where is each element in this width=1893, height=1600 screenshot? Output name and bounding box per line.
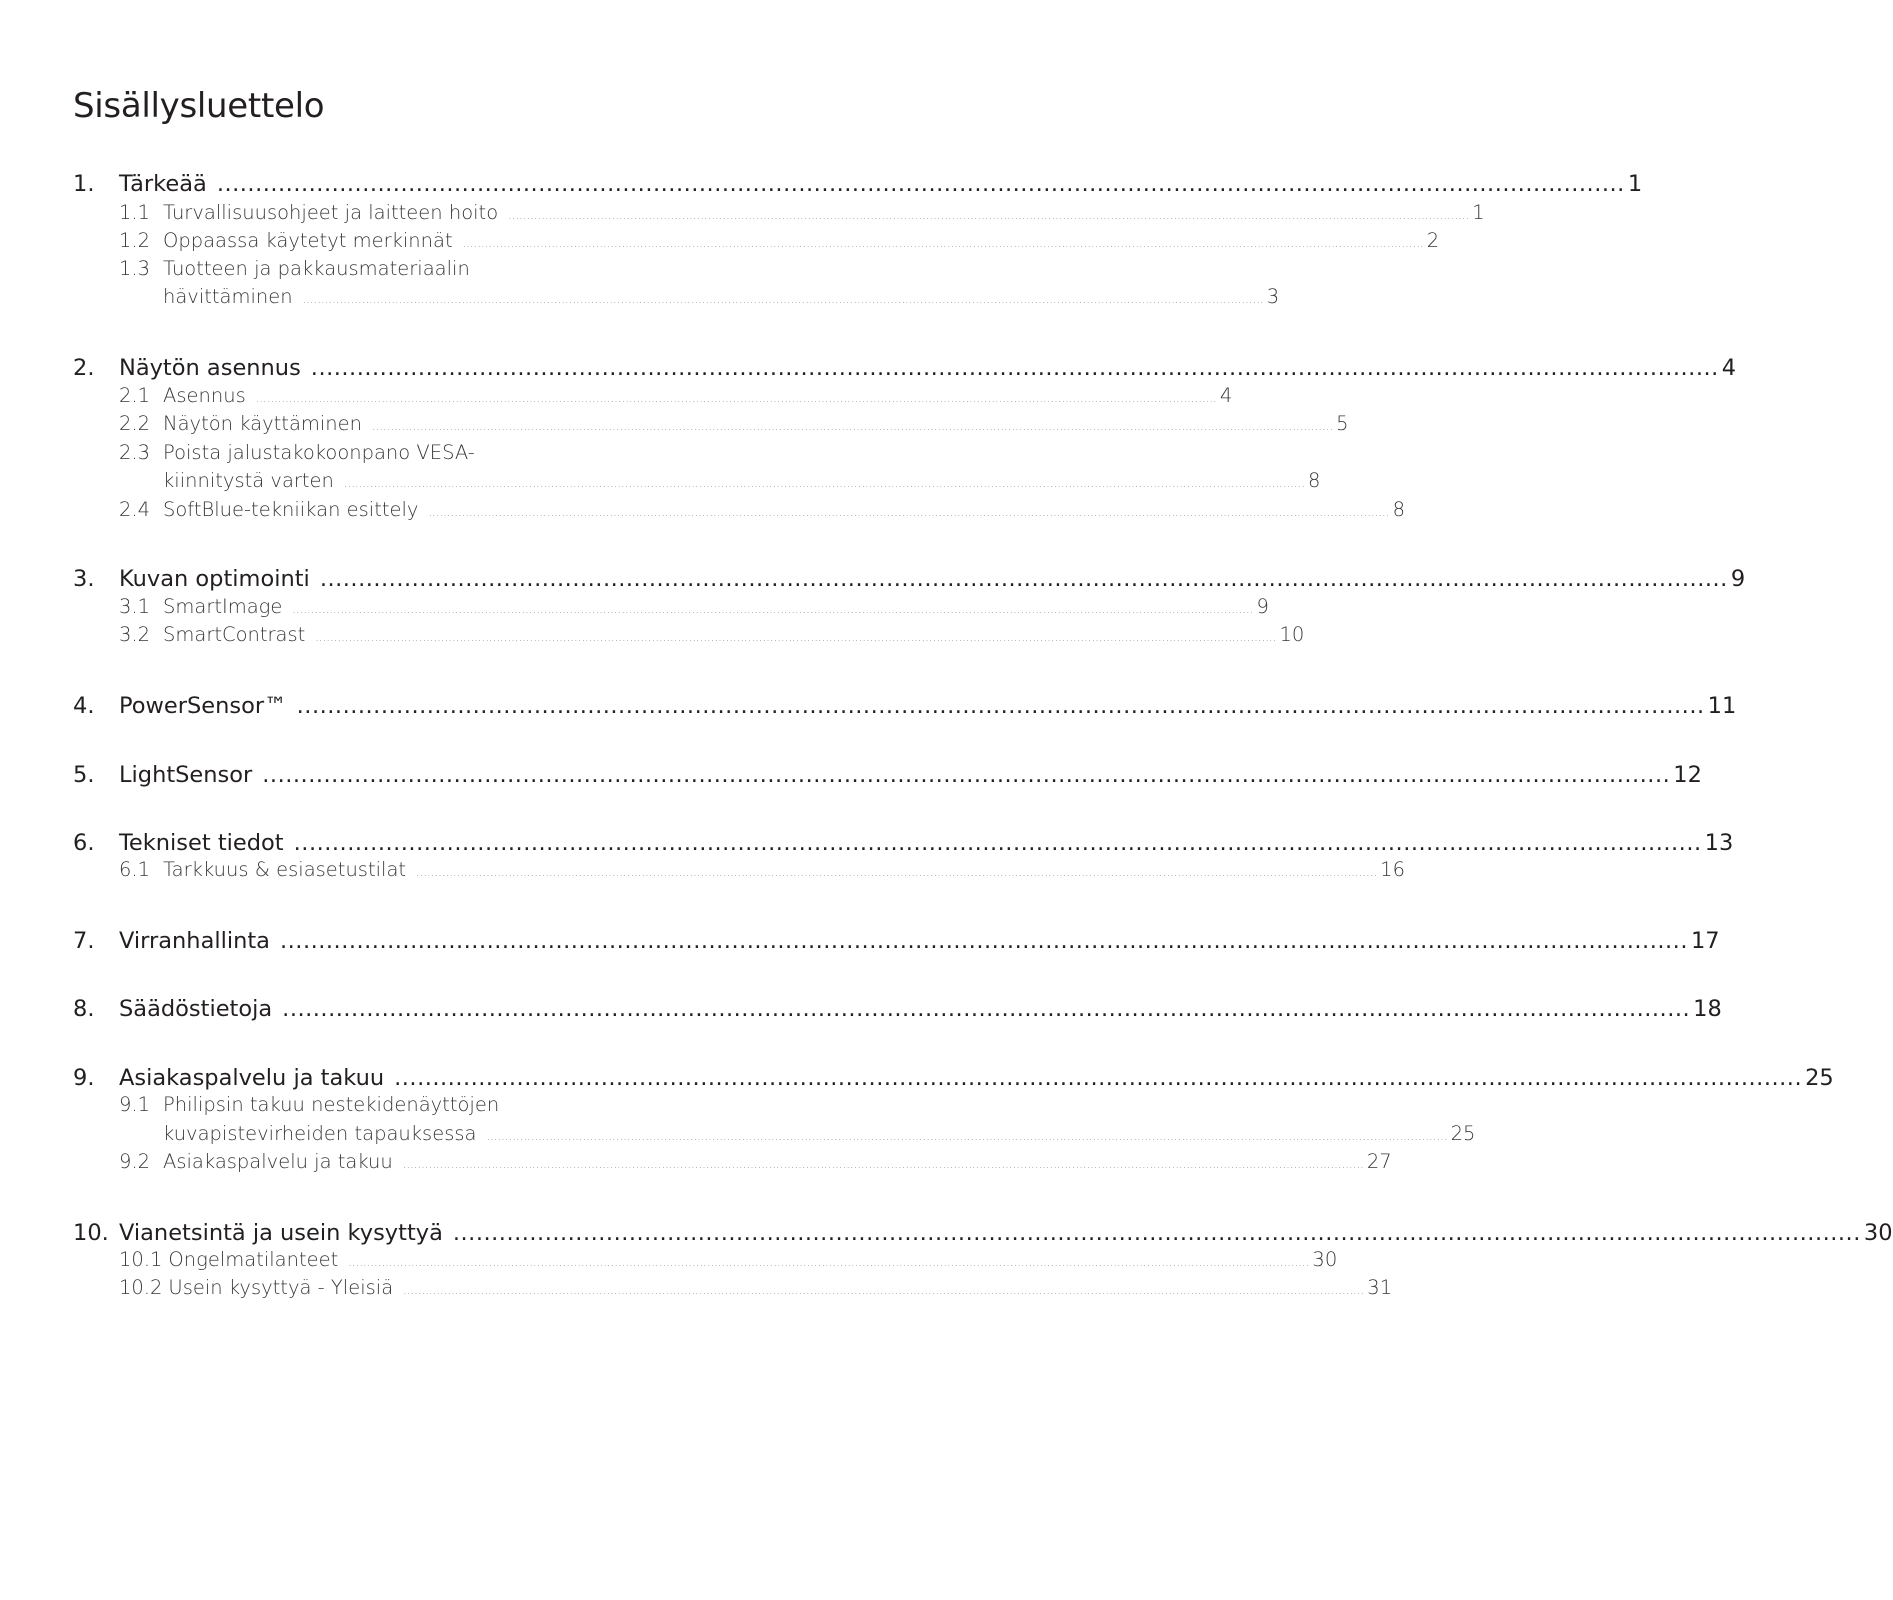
chapter-number: 4. <box>73 693 95 719</box>
dot-leader <box>486 1123 1447 1151</box>
chapter-number: 3. <box>73 566 95 592</box>
toc-chapter-9[interactable] <box>73 1062 1834 1094</box>
chapter-title: LightSensor <box>119 762 253 788</box>
dot-leader <box>256 385 1217 413</box>
page-number: 3 <box>1266 285 1280 308</box>
toc-chapter-8[interactable] <box>73 993 1722 1025</box>
page-number: 4 <box>1721 355 1737 381</box>
dot-leader <box>394 1062 1802 1094</box>
section-title: Asiakaspalvelu ja takuu <box>163 1150 393 1173</box>
dot-leader <box>217 168 1625 200</box>
toc-section-3-1[interactable] <box>119 593 1269 621</box>
dot-leader <box>292 596 1253 624</box>
page-number: 16 <box>1380 858 1405 881</box>
dot-leader <box>344 470 1305 498</box>
page-number: 4 <box>1219 384 1233 407</box>
dot-leader <box>403 1277 1364 1305</box>
toc-section-6-1[interactable] <box>119 856 1405 884</box>
page-number: 11 <box>1707 693 1737 719</box>
toc-chapter-7[interactable] <box>73 925 1720 957</box>
section-number: 2.3 <box>119 441 151 464</box>
dot-leader <box>311 352 1719 384</box>
dot-leader <box>320 563 1728 595</box>
chapter-number: 2. <box>73 355 95 381</box>
toc-section-2-3[interactable] <box>119 439 533 467</box>
toc-chapter-4[interactable] <box>73 690 1737 722</box>
chapter-number: 9. <box>73 1065 95 1091</box>
section-title: Tuotteen ja pakkausmateriaalin <box>163 257 470 280</box>
toc-section-1-3-continued[interactable] <box>119 283 1280 311</box>
page-number: 5 <box>1336 412 1349 435</box>
dot-leader <box>463 230 1424 258</box>
toc-section-9-2[interactable] <box>119 1148 1392 1176</box>
chapter-title: PowerSensor™ <box>119 693 287 719</box>
chapter-number: 8. <box>73 996 95 1022</box>
section-number: 9.1 <box>119 1093 151 1116</box>
section-number: 3.2 <box>119 623 151 646</box>
section-number: 2.4 <box>119 498 151 521</box>
page-number: 13 <box>1704 830 1734 856</box>
section-number: 2.2 <box>119 412 151 435</box>
section-title: Näytön käyttäminen <box>163 412 363 435</box>
page-number: 1 <box>1627 171 1643 197</box>
section-number: 1.3 <box>119 257 151 280</box>
chapter-title: Vianetsintä ja usein kysyttyä <box>119 1220 443 1246</box>
page-number: 18 <box>1693 996 1722 1022</box>
toc-chapter-2[interactable] <box>73 352 1737 384</box>
dot-leader <box>262 759 1670 791</box>
section-title: Oppaassa käytetyt merkinnät <box>163 229 453 252</box>
dot-leader <box>508 202 1469 230</box>
section-title: Ongelmatilanteet <box>168 1248 339 1271</box>
page-number: 25 <box>1805 1065 1834 1091</box>
toc-chapter-10[interactable] <box>73 1217 1893 1249</box>
page-number: 25 <box>1450 1122 1476 1145</box>
toc-chapter-5[interactable] <box>73 759 1702 791</box>
page-number: 31 <box>1367 1276 1393 1299</box>
chapter-title: Asiakaspalvelu ja takuu <box>119 1065 385 1091</box>
section-title: SmartImage <box>163 595 283 618</box>
section-number: 1.1 <box>119 201 151 224</box>
dot-leader <box>282 993 1690 1025</box>
chapter-number: 6. <box>73 830 95 856</box>
dot-leader <box>403 1151 1364 1179</box>
chapter-title: Kuvan optimointi <box>119 566 310 592</box>
page-title: Sisällysluettelo <box>73 86 325 126</box>
page-number: 10 <box>1279 623 1305 646</box>
dot-leader <box>297 690 1705 722</box>
chapter-number: 5. <box>73 762 95 788</box>
section-title: Turvallisuusohjeet ja laitteen hoito <box>163 201 499 224</box>
dot-leader <box>372 413 1333 441</box>
toc-section-1-1[interactable] <box>119 199 1485 227</box>
section-number: 3.1 <box>119 595 151 618</box>
chapter-number: 1. <box>73 171 95 197</box>
page-number: 30 <box>1863 1220 1893 1246</box>
section-title: SoftBlue-tekniikan esittely <box>163 498 419 521</box>
dot-leader <box>416 859 1377 887</box>
section-title: Usein kysyttyä - Yleisiä <box>168 1276 394 1299</box>
toc-section-9-1[interactable] <box>119 1091 533 1119</box>
section-title: Asennus <box>163 384 246 407</box>
chapter-title: Tekniset tiedot <box>119 830 284 856</box>
toc-chapter-6[interactable] <box>73 827 1734 859</box>
toc-section-2-4[interactable] <box>119 496 1406 524</box>
section-title: SmartContrast <box>163 623 306 646</box>
toc-section-2-3-continued[interactable] <box>119 467 1321 495</box>
dot-leader <box>294 827 1702 859</box>
chapter-title: Säädöstietoja <box>119 996 273 1022</box>
toc-section-10-1[interactable] <box>119 1246 1338 1274</box>
toc-section-1-3[interactable] <box>119 255 533 283</box>
chapter-number: 7. <box>73 928 95 954</box>
page-number: 2 <box>1426 229 1440 252</box>
section-number: 1.2 <box>119 229 151 252</box>
section-number: 10.2 <box>119 1276 163 1299</box>
section-number: 10.1 <box>119 1248 163 1271</box>
toc-section-1-2[interactable] <box>119 227 1440 255</box>
toc-section-10-2[interactable] <box>119 1274 1393 1302</box>
section-title: Tarkkuus & esiasetustilat <box>163 858 407 881</box>
page-number: 27 <box>1366 1150 1392 1173</box>
dot-leader <box>280 925 1688 957</box>
dot-leader <box>428 499 1389 527</box>
dot-leader <box>348 1249 1309 1277</box>
toc-chapter-3[interactable] <box>73 563 1746 595</box>
toc-section-9-1-continued[interactable] <box>119 1120 1476 1148</box>
dot-leader <box>453 1217 1861 1249</box>
page-number: 1 <box>1472 201 1485 224</box>
page-number: 8 <box>1392 498 1406 521</box>
page-number: 8 <box>1308 469 1321 492</box>
section-number: 9.2 <box>119 1150 151 1173</box>
section-title-continued: kuvapistevirheiden tapauksessa <box>163 1122 477 1145</box>
section-title-continued: kiinnitystä varten <box>163 469 334 492</box>
toc-section-2-2[interactable] <box>119 410 1349 438</box>
chapter-title: Virranhallinta <box>119 928 270 954</box>
page-number: 12 <box>1673 762 1702 788</box>
dot-leader <box>315 624 1276 652</box>
page-number: 30 <box>1312 1248 1338 1271</box>
section-title: Philipsin takuu nestekidenäyttöjen <box>163 1093 500 1116</box>
section-number: 2.1 <box>119 384 151 407</box>
toc-section-3-2[interactable] <box>119 621 1305 649</box>
page-number: 9 <box>1730 566 1746 592</box>
chapter-title: Näytön asennus <box>119 355 301 381</box>
section-title: Poista jalustakokoonpano VESA- <box>163 441 475 464</box>
chapter-number: 10. <box>73 1220 109 1246</box>
dot-leader <box>303 286 1264 314</box>
section-title-continued: hävittäminen <box>163 285 293 308</box>
section-number: 6.1 <box>119 858 151 881</box>
toc-section-2-1[interactable] <box>119 382 1233 410</box>
page-number: 17 <box>1690 928 1720 954</box>
toc-chapter-1[interactable] <box>73 168 1643 200</box>
chapter-title: Tärkeää <box>119 171 207 197</box>
page-number: 9 <box>1256 595 1269 618</box>
